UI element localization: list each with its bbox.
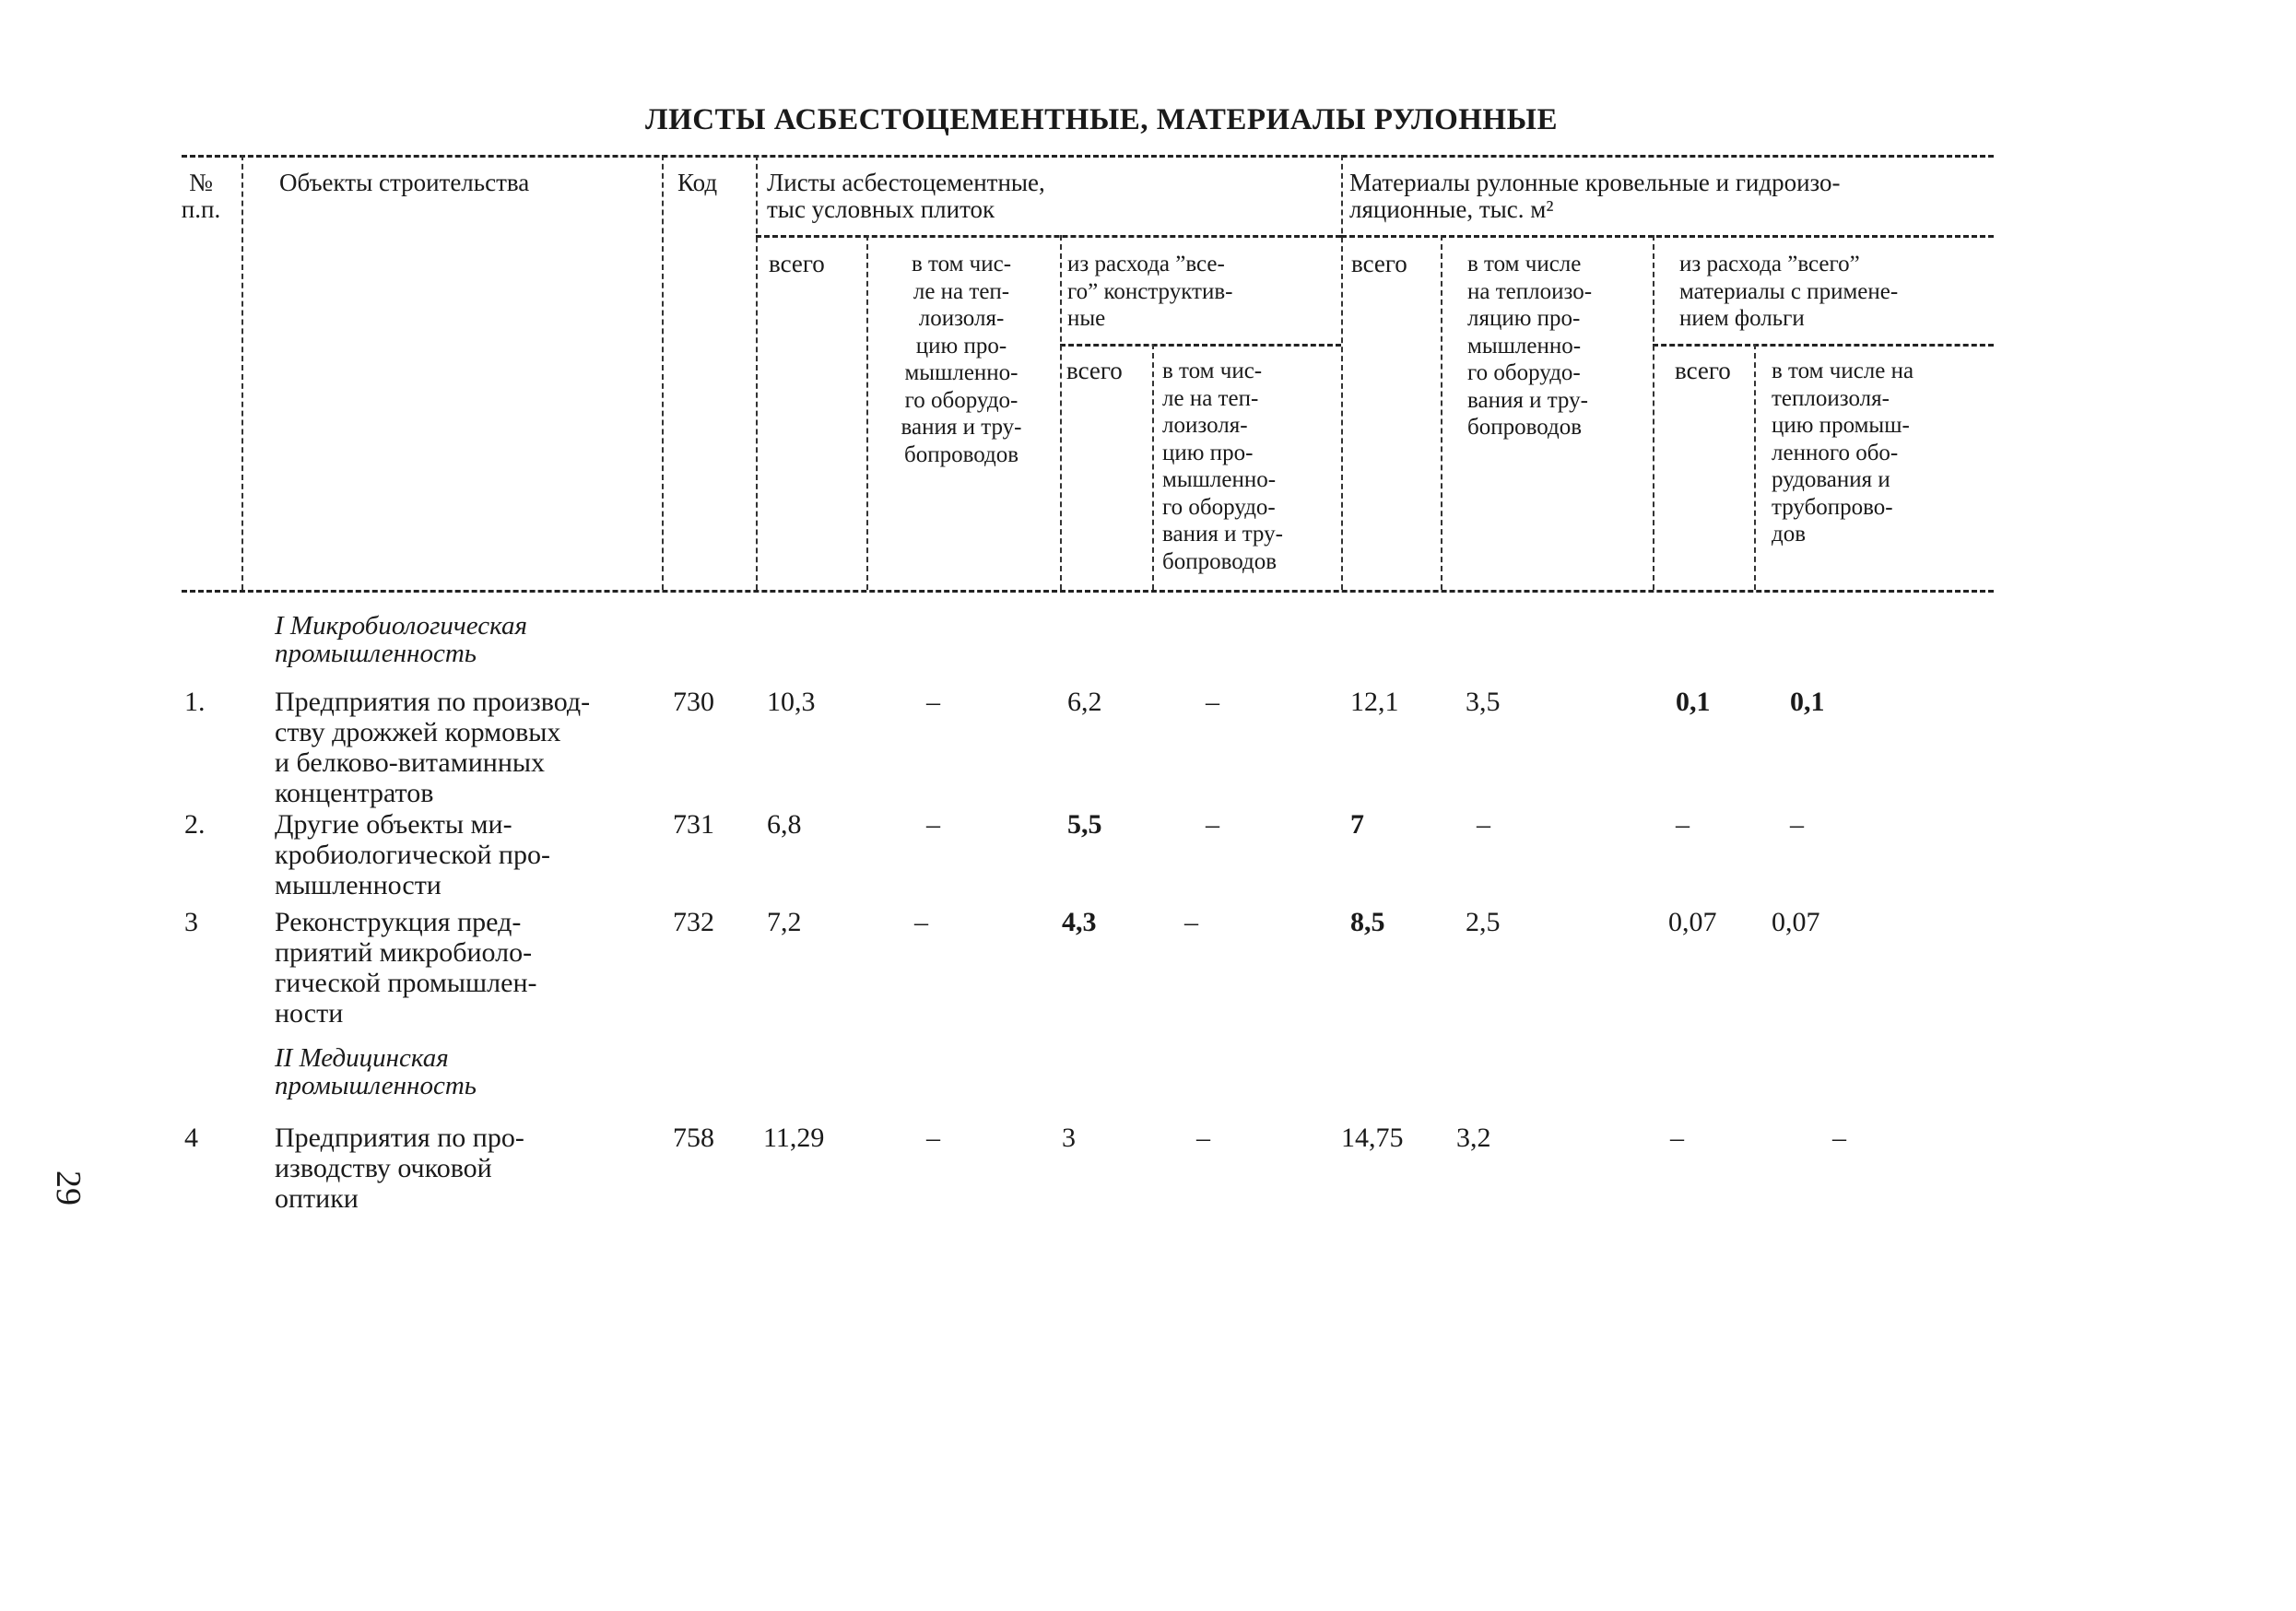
header-roll-foil-incl: в том числе на теплоизоля- цию промыш- ленного обо- рудования и трубопрово- дов: [1772, 359, 1914, 547]
row-constructive-incl: –: [1206, 687, 1219, 717]
row-foil-incl: 0,1: [1790, 687, 1825, 717]
col-divider-num: [241, 155, 243, 590]
group-subheader-rule-right: [1341, 235, 1994, 238]
row-constructive-total: 5,5: [1067, 809, 1102, 840]
row-sheets-total: 6,8: [767, 809, 802, 840]
header-sheets-incl-insulation: в том чис- ле на теп- лоизоля- цию про- мышленно- го оборудо- вания и тру- бопроводов: [901, 252, 1022, 467]
row-num: 1.: [184, 687, 206, 717]
row-roll-total: 8,5: [1350, 907, 1385, 937]
row-roll-incl: 3,5: [1466, 687, 1501, 717]
foil-subheader-rule: [1653, 344, 1994, 347]
row-roll-total: 7: [1350, 809, 1364, 840]
row-sheets-incl: –: [926, 687, 940, 717]
header-roll-foil-group: из расхода ”всего” материалы с примене- нием фольги: [1679, 252, 1899, 331]
header-sheets-total: всего: [769, 250, 825, 277]
col-divider-foil-total: [1754, 344, 1756, 590]
header-sheets-constructive-group: из расхода ”все- го” конструктив- ные: [1067, 252, 1233, 331]
page-number: 29: [49, 1170, 88, 1205]
row-name: Предприятия по про- изводству очковой оптики: [275, 1123, 524, 1214]
table-top-rule: [182, 155, 1994, 158]
row-constructive-incl: –: [1196, 1123, 1210, 1153]
row-code: 758: [673, 1123, 714, 1153]
page-title: ЛИСТЫ АСБЕСТОЦЕМЕНТНЫЕ, МАТЕРИАЛЫ РУЛОННЫЕ: [645, 103, 1558, 136]
row-num: 3: [184, 907, 198, 937]
row-constructive-total: 3: [1062, 1123, 1076, 1153]
header-sheets-constructive-total: всего: [1066, 357, 1123, 384]
row-constructive-total: 4,3: [1062, 907, 1097, 937]
row-foil-incl: 0,07: [1772, 907, 1820, 937]
row-name: Реконструкция пред- приятий микробиоло- гической промышлен- ности: [275, 907, 537, 1029]
header-sheets-constructive-incl: в том чис- ле на теп- лоизоля- цию про- мышленно- го оборудо- вания и тру- бопроводов: [1162, 359, 1283, 574]
header-roll-foil-total: всего: [1675, 357, 1731, 384]
row-code: 730: [673, 687, 714, 717]
row-constructive-total: 6,2: [1067, 687, 1102, 717]
col-divider-sheets-incl: [1060, 235, 1062, 590]
row-sheets-incl: –: [926, 1123, 940, 1153]
row-roll-total: 14,75: [1341, 1123, 1404, 1153]
header-num: № п.п.: [181, 169, 221, 223]
row-code: 732: [673, 907, 714, 937]
row-roll-incl: 3,2: [1456, 1123, 1491, 1153]
header-roll-incl-insulation: в том числе на теплоизо- ляцию про- мышленно- го оборудо- вания и тру- бопроводов: [1467, 252, 1593, 440]
row-foil-total: 0,07: [1668, 907, 1717, 937]
header-objects: Объекты строительства: [279, 169, 530, 196]
header-code: Код: [677, 169, 718, 196]
row-foil-total: –: [1670, 1123, 1684, 1153]
row-foil-incl: –: [1832, 1123, 1846, 1153]
col-divider-code: [756, 155, 758, 590]
row-name: Предприятия по производ- ству дрожжей кормовых и белково-витаминных концентратов: [275, 687, 591, 808]
row-code: 731: [673, 809, 714, 840]
row-constructive-incl: –: [1206, 809, 1219, 840]
col-divider-constructive-total: [1152, 344, 1154, 590]
row-sheets-total: 7,2: [767, 907, 802, 937]
row-roll-incl: –: [1477, 809, 1490, 840]
table-header-bottom-rule: [182, 590, 1994, 593]
group-subheader-rule-left: [756, 235, 1341, 238]
row-sheets-total: 10,3: [767, 687, 816, 717]
row-foil-incl: –: [1790, 809, 1804, 840]
header-sheets-group: Листы асбестоцементные, тыс условных плиток: [767, 169, 1045, 223]
row-sheets-total: 11,29: [763, 1123, 825, 1153]
col-divider-objects: [662, 155, 664, 590]
header-roll-group: Материалы рулонные кровельные и гидроизо- ляционные, тыс. м²: [1349, 169, 1841, 223]
row-sheets-incl: –: [914, 907, 928, 937]
row-roll-incl: 2,5: [1466, 907, 1501, 937]
col-divider-roll-incl: [1653, 235, 1654, 590]
row-roll-total: 12,1: [1350, 687, 1399, 717]
col-divider-groups: [1341, 155, 1343, 590]
row-foil-total: 0,1: [1676, 687, 1711, 717]
section-label-microbiological: I Микробиологическая промышленность: [275, 611, 527, 668]
row-foil-total: –: [1676, 809, 1690, 840]
section-label-medical: II Медицинская промышленность: [275, 1043, 477, 1100]
row-sheets-incl: –: [926, 809, 940, 840]
row-name: Другие объекты ми- кробиологической про- мышленности: [275, 809, 550, 900]
header-roll-total: всего: [1351, 250, 1407, 277]
col-divider-roll-total: [1441, 235, 1442, 590]
constructive-subheader-rule: [1060, 344, 1341, 347]
row-num: 2.: [184, 809, 206, 840]
row-constructive-incl: –: [1184, 907, 1198, 937]
row-num: 4: [184, 1123, 198, 1153]
